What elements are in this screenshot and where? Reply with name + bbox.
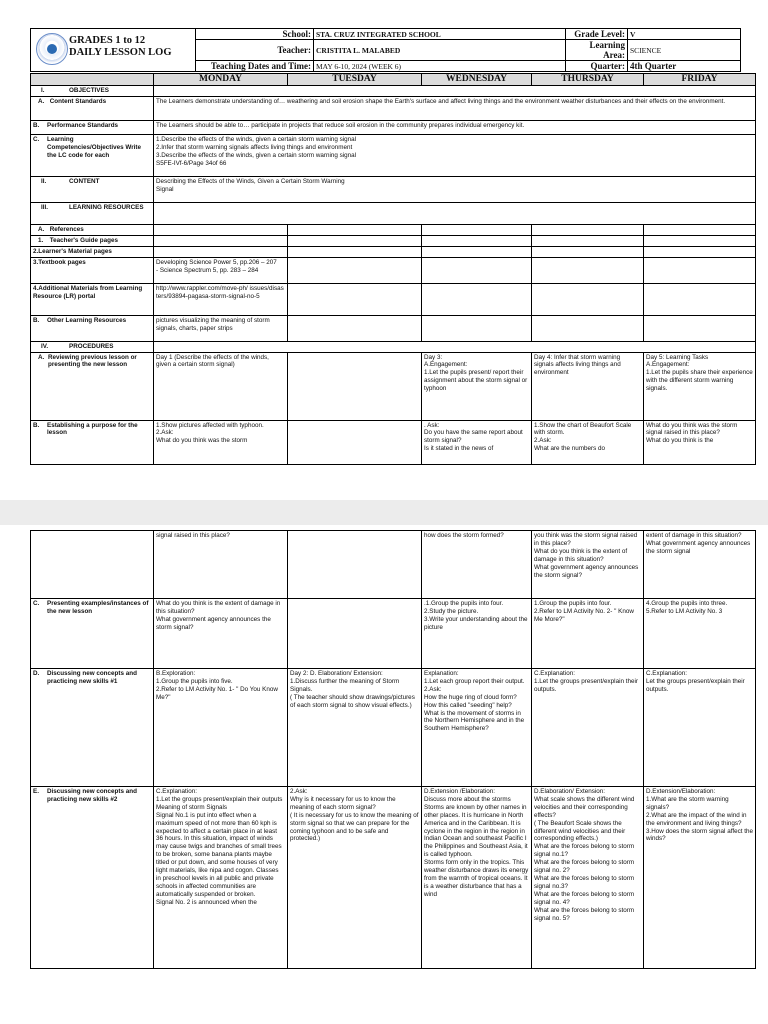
cell xyxy=(532,246,644,257)
row-objectives xyxy=(31,86,756,97)
header-table xyxy=(30,28,741,72)
row-establishing xyxy=(31,420,756,464)
discussing-1-monday: B.Exploration: 1.Group the pupils into five. 2.Refer to LM Activity No. 1- " Do You Know Me?" xyxy=(154,669,288,787)
quarter-label: Quarter: xyxy=(566,61,628,72)
textbook-label: 3.Textbook pages xyxy=(31,257,154,283)
cell xyxy=(422,257,532,283)
cell xyxy=(288,246,422,257)
row-content xyxy=(31,176,756,202)
cell xyxy=(154,246,288,257)
competencies-text: 1.Describe the effects of the winds, given a certain storm warning signal 2.Infer that storm warning signals affects living things and environment 3.Describe the effects of the winds, given a certain storm warning signal S5FE-IVf-6/Page 34of 66 xyxy=(154,134,756,176)
cell xyxy=(532,257,644,283)
cell xyxy=(532,235,644,246)
row-continued xyxy=(31,531,756,599)
cell xyxy=(644,257,756,283)
discussing-1-wednesday: Explanation: 1.Let each group report their output. 2.Ask: How the huge ring of cloud form? How this called "seeding" help? What is the movement of storms in the Northern Hemisphere and in the Southern Hemisphere? xyxy=(422,669,532,787)
lm-pages-label: 2.Learner's Material pages xyxy=(31,246,154,257)
learning-resources-blank xyxy=(154,202,756,224)
row-performance-standards xyxy=(31,120,756,134)
row-reviewing xyxy=(31,352,756,420)
cell xyxy=(644,235,756,246)
day-header-row xyxy=(31,74,756,86)
row-other-resources xyxy=(31,315,756,341)
textbook-text: Developing Science Power 5, pp.206 – 207 - Science Spectrum 5, pp. 283 – 284 xyxy=(154,257,288,283)
cell xyxy=(644,315,756,341)
presenting-wednesday: .1.Group the pupils into four. 2.Study the picture. 3.Write your understanding about the picture xyxy=(422,599,532,669)
presenting-thursday: 1.Group the pupils into four. 2.Refer to LM Activity No. 2- " Know Me More?" xyxy=(532,599,644,669)
additional-text: http://www.rappler.com/move-ph/ issues/disasters/93894-pagasa-storm-signal-no-5 xyxy=(154,283,288,315)
cell xyxy=(644,246,756,257)
day-monday: MONDAY xyxy=(154,74,288,86)
row-textbook xyxy=(31,257,756,283)
references-label: A. References xyxy=(31,224,154,235)
cell xyxy=(288,224,422,235)
row-tg-pages xyxy=(31,235,756,246)
school-label: School: xyxy=(196,29,314,40)
row-discussing-2 xyxy=(31,787,756,969)
cell xyxy=(532,283,644,315)
page-1 xyxy=(0,0,768,500)
cell xyxy=(288,283,422,315)
presenting-monday: What do you think is the extent of damage in this situation? What government agency announces the storm signal? xyxy=(154,599,288,669)
school-value: STA. CRUZ INTEGRATED SCHOOL xyxy=(314,29,566,40)
cell xyxy=(532,315,644,341)
cell xyxy=(422,315,532,341)
row-presenting xyxy=(31,599,756,669)
cell xyxy=(532,224,644,235)
row-competencies xyxy=(31,134,756,176)
procedures-label: IV. PROCEDURES xyxy=(31,341,154,352)
objectives-blank xyxy=(154,86,756,97)
other-resources-label: B. Other Learning Resources xyxy=(31,315,154,341)
teacher-value: CRISTITA L. MALABED xyxy=(314,40,566,61)
performance-standards-text: The Learners should be able to… participate in projects that reduce soil erosion in the community prepares individual emergency kit. xyxy=(154,120,756,134)
dates-label: Teaching Dates and Time: xyxy=(196,61,314,72)
cell xyxy=(154,235,288,246)
cell xyxy=(422,246,532,257)
row-references xyxy=(31,224,756,235)
grade-value: V xyxy=(628,29,741,40)
content-text: Describing the Effects of the Winds, Given a Certain Storm Warning Signal xyxy=(154,176,756,202)
content-standards-label: A. Content Standards xyxy=(31,96,154,120)
cell xyxy=(422,235,532,246)
discussing-2-tuesday: 2.Ask: Why is it necessary for us to know the meaning of each storm signal? ( It is necessary for us to know the meaning of storm signal so that we can prepare for the coming typhoon and to be safe and protected.) xyxy=(288,787,422,969)
establishing-friday: What do you think was the storm signal raised in this place? What do you think is the xyxy=(644,420,756,464)
objectives-label: I. OBJECTIVES xyxy=(31,86,154,97)
presenting-label: C. Presenting examples/instances of the new lesson xyxy=(31,599,154,669)
page-gap xyxy=(0,500,768,525)
establishing-tuesday xyxy=(288,420,422,464)
reviewing-thursday: Day 4: Infer that storm warning signals affects living things and environment xyxy=(532,352,644,420)
reviewing-label: A. Reviewing previous lesson or presenting the new lesson xyxy=(31,352,154,420)
row-discussing-1 xyxy=(31,669,756,787)
discussing-2-wednesday: D.Extension /Elaboration: Discuss more about the storms Storms are known by other names in other places. It is hurricane in North America and in the Caribbean. It is cyclone in the region in the region in Indian Ocean and southeast Pacific I the Philippines and Southeast Asia, it is called typhoon. Storms form only in the tropics. This weather disturbance draws its energy from the warmth of tropical oceans. It is a weather disturbance that has a wind xyxy=(422,787,532,969)
cell xyxy=(154,224,288,235)
area-value: SCIENCE xyxy=(628,40,741,61)
title-line-2: DAILY LESSON LOG xyxy=(69,47,172,58)
day-header-blank xyxy=(31,74,154,86)
lesson-grid-page-2 xyxy=(30,530,756,969)
lesson-grid-page-1 xyxy=(30,73,756,465)
discussing-1-tuesday: Day 2: D. Elaboration/ Extension: 1.Discuss further the meaning of Storm Signals. ( The teacher should show drawings/pictures of each storm signal to show visual effects.) xyxy=(288,669,422,787)
establishing-wednesday: . Ask: Do you have the same report about storm signal? Is it stated in the news of xyxy=(422,420,532,464)
cell xyxy=(154,341,756,352)
continued-monday: signal raised in this place? xyxy=(154,531,288,599)
continued-tuesday xyxy=(288,531,422,599)
competencies-label: C. Learning Competencies/Objectives Write the LC code for each xyxy=(31,134,154,176)
content-label: II. CONTENT xyxy=(31,176,154,202)
title-line-1: GRADES 1 to 12 xyxy=(69,35,146,46)
cell xyxy=(422,283,532,315)
reviewing-wednesday: Day 3: A.Engagement: 1.Let the pupils present/ report their assignment about the storm signal or typhoon xyxy=(422,352,532,420)
page-2 xyxy=(0,525,768,1024)
learning-resources-label: III. LEARNING RESOURCES xyxy=(31,202,154,224)
day-friday: FRIDAY xyxy=(644,74,756,86)
additional-label: 4.Additional Materials from Learning Resource (LR) portal xyxy=(31,283,154,315)
row-lm-pages xyxy=(31,246,756,257)
establishing-monday: 1.Show pictures affected with typhoon. 2.Ask: What do you think was the storm xyxy=(154,420,288,464)
row-procedures xyxy=(31,341,756,352)
deped-seal-logo xyxy=(36,33,68,65)
continued-friday: extent of damage in this situation? What government agency announces the storm signal xyxy=(644,531,756,599)
discussing-1-friday: C.Explanation: Let the groups present/explain their outputs. xyxy=(644,669,756,787)
area-label: Learning Area: xyxy=(566,40,628,61)
reviewing-monday: Day 1 (Describe the effects of the winds, given a certain storm signal) xyxy=(154,352,288,420)
continued-wednesday: how does the storm formed? xyxy=(422,531,532,599)
day-thursday: THURSDAY xyxy=(532,74,644,86)
discussing-1-thursday: C.Explanation: 1.Let the groups present/explain their outputs. xyxy=(532,669,644,787)
cell xyxy=(422,224,532,235)
reviewing-tuesday xyxy=(288,352,422,420)
continued-thursday: you think was the storm signal raised in this place? What do you think is the extent of damage in this situation? What government agency announces the storm signal? xyxy=(532,531,644,599)
day-tuesday: TUESDAY xyxy=(288,74,422,86)
tg-pages-label: 1. Teacher's Guide pages xyxy=(31,235,154,246)
row-learning-resources xyxy=(31,202,756,224)
cell xyxy=(288,315,422,341)
discussing-2-monday: C.Explanation: 1.Let the groups present/explain their outputs Meaning of storm Signals Signal No.1 is put into effect when a maximum speed of not more than 60 kph is expected to affect a certain place in at least 36 hours. In this situation, impact of winds may cause twigs and branches of small trees to be broken, some banana plants maybe titled or put down, and some houses of very light materials, like nipa and cogon. Classes in preschool levels in all public and private schools in affected communities are automatically suspended or broken. Signal No. 2 is announced when the xyxy=(154,787,288,969)
presenting-friday: 4.Group the pupils into three. 5.Refer to LM Activity No. 3 xyxy=(644,599,756,669)
presenting-tuesday xyxy=(288,599,422,669)
discussing-2-label: E. Discussing new concepts and practicing new skills #2 xyxy=(31,787,154,969)
cell xyxy=(644,224,756,235)
grade-label: Grade Level: xyxy=(566,29,628,40)
content-standards-text: The Learners demonstrate understanding of… weathering and soil erosion shape the Earth's surface and affect living things and the environment weather disturbances and their effects on the environment. xyxy=(154,96,756,120)
establishing-thursday: 1.Show the chart of Beaufort Scale with storm. 2.Ask: What are the numbers do xyxy=(532,420,644,464)
cell xyxy=(288,235,422,246)
day-wednesday: WEDNESDAY xyxy=(422,74,532,86)
cell xyxy=(288,257,422,283)
continued-label-blank xyxy=(31,531,154,599)
row-additional xyxy=(31,283,756,315)
performance-standards-label: B. Performance Standards xyxy=(31,120,154,134)
dates-value: MAY 6-10, 2024 (WEEK 6) xyxy=(314,61,566,72)
header-logo-cell xyxy=(31,29,196,72)
reviewing-friday: Day 5: Learning Tasks A.Engagement: 1.Let the pupils share their experience with the different storm warning signals. xyxy=(644,352,756,420)
row-content-standards xyxy=(31,96,756,120)
quarter-value: 4th Quarter xyxy=(628,61,741,72)
discussing-2-friday: D.Extension/Elaboration: 1.What are the storm warning signals? 2.What are the impact of the wind in the environment and living things? 3.How does the storm signal affect the winds? xyxy=(644,787,756,969)
other-resources-text: pictures visualizing the meaning of storm signals, charts, paper strips xyxy=(154,315,288,341)
discussing-2-thursday: D.Elaboration/ Extension: What scale shows the different wind velocities and their corresponding effects? ( The Beaufort Scale shows the different wind velocities and their corresponding effects.) What are the forces belong to storm signal no.1? What are the forces belong to storm signal no. 2? What are the forces belong to storm signal no.3? What are the forces belong to storm signal no. 4? What are the forces belong to storm signal no. 5? xyxy=(532,787,644,969)
header-title xyxy=(69,35,172,59)
teacher-label: Teacher: xyxy=(196,40,314,61)
discussing-1-label: D. Discussing new concepts and practicing new skills #1 xyxy=(31,669,154,787)
cell xyxy=(644,283,756,315)
establishing-label: B. Establishing a purpose for the lesson xyxy=(31,420,154,464)
